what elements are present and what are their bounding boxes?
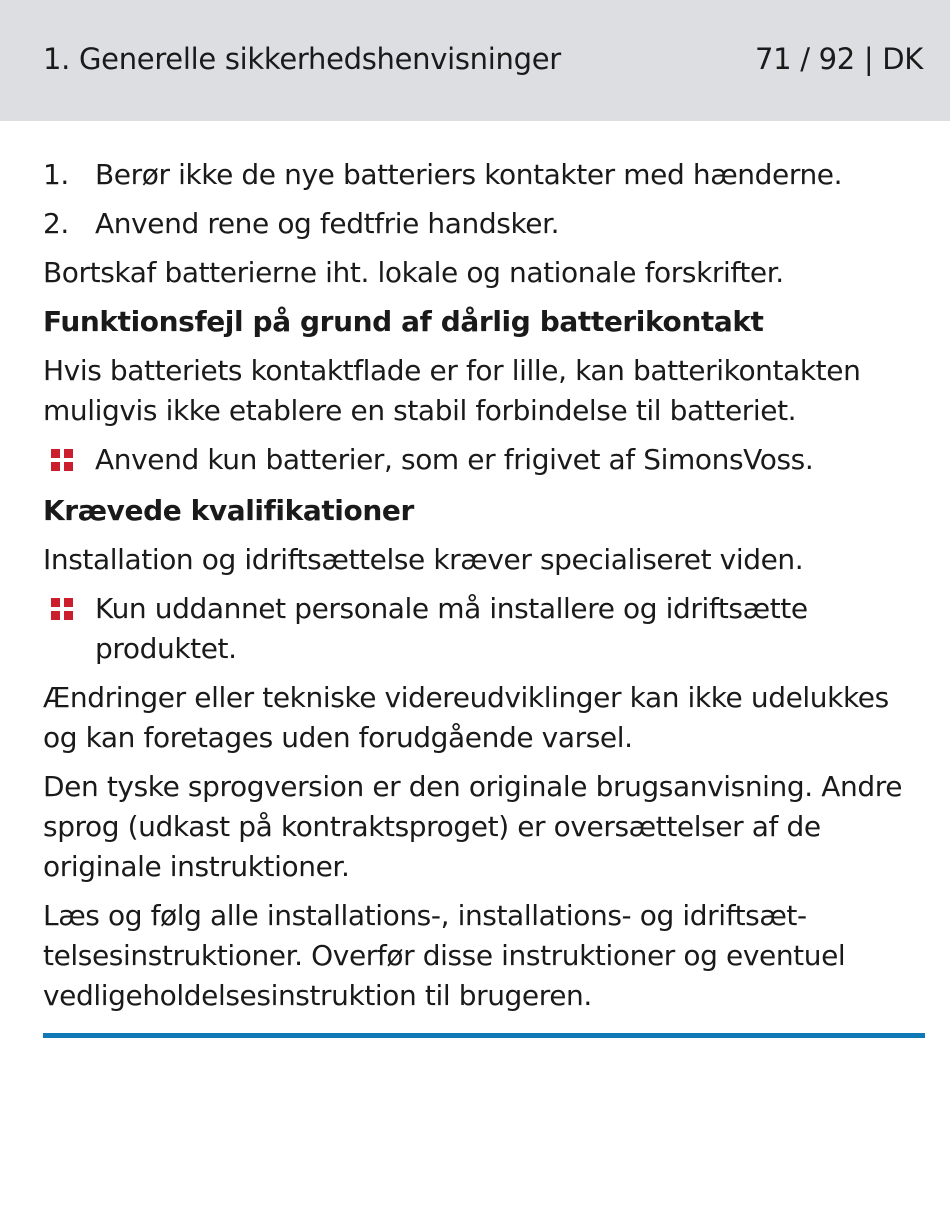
action-text: Anvend kun batterier, som er frigivet af SimonsVoss. bbox=[95, 443, 814, 476]
action-square-icon bbox=[51, 449, 73, 471]
step-number: 2. bbox=[43, 207, 69, 240]
language-paragraph: Den tyske sprogversion er den originale brugsanvisning. Andre sprog (udkast på kontraktsproget) er oversættelser af de originale instruktioner. bbox=[43, 770, 903, 883]
action-text: Kun uddannet personale må installere og idriftsætte produktet. bbox=[95, 592, 808, 665]
section-title: 1. Generelle sikkerhedshenvisninger bbox=[43, 42, 561, 76]
heading-qualifications: Krævede kvalifikationer bbox=[43, 494, 414, 527]
step-item bbox=[43, 204, 925, 244]
step-text: Berør ikke de nye batteriers kontakter med hænderne. bbox=[95, 158, 843, 191]
qualifications-paragraph: Installation og idriftsættelse kræver specialiseret viden. bbox=[43, 543, 804, 576]
section-divider bbox=[43, 1033, 925, 1038]
heading-malfunction: Funktionsfejl på grund af dårlig batterikontakt bbox=[43, 305, 764, 338]
action-item bbox=[43, 440, 925, 482]
instructions-paragraph: Læs og følg alle installations-, installations- og idriftsættelsesinstruktioner. Overfør disse instruktioner og eventuel vedligeholdelsesinstruktion til brugeren. bbox=[43, 899, 846, 1012]
action-square-icon bbox=[51, 598, 73, 620]
malfunction-paragraph: Hvis batteriets kontaktflade er for lille, kan batterikontakten muligvis ikke etablere en stabil forbindelse til batteriet. bbox=[43, 354, 861, 427]
page-content bbox=[43, 155, 925, 1025]
step-number: 1. bbox=[43, 158, 69, 191]
action-item bbox=[43, 589, 925, 669]
page-info: 71 / 92 | DK bbox=[755, 42, 923, 76]
step-text: Anvend rene og fedtfrie handsker. bbox=[95, 207, 560, 240]
disposal-paragraph: Bortskaf batterierne iht. lokale og nationale forskrifter. bbox=[43, 256, 784, 289]
step-item bbox=[43, 155, 925, 195]
page-header bbox=[0, 0, 950, 121]
changes-paragraph: Ændringer eller tekniske videreudviklinger kan ikke udelukkes og kan foretages uden forudgående varsel. bbox=[43, 681, 889, 754]
